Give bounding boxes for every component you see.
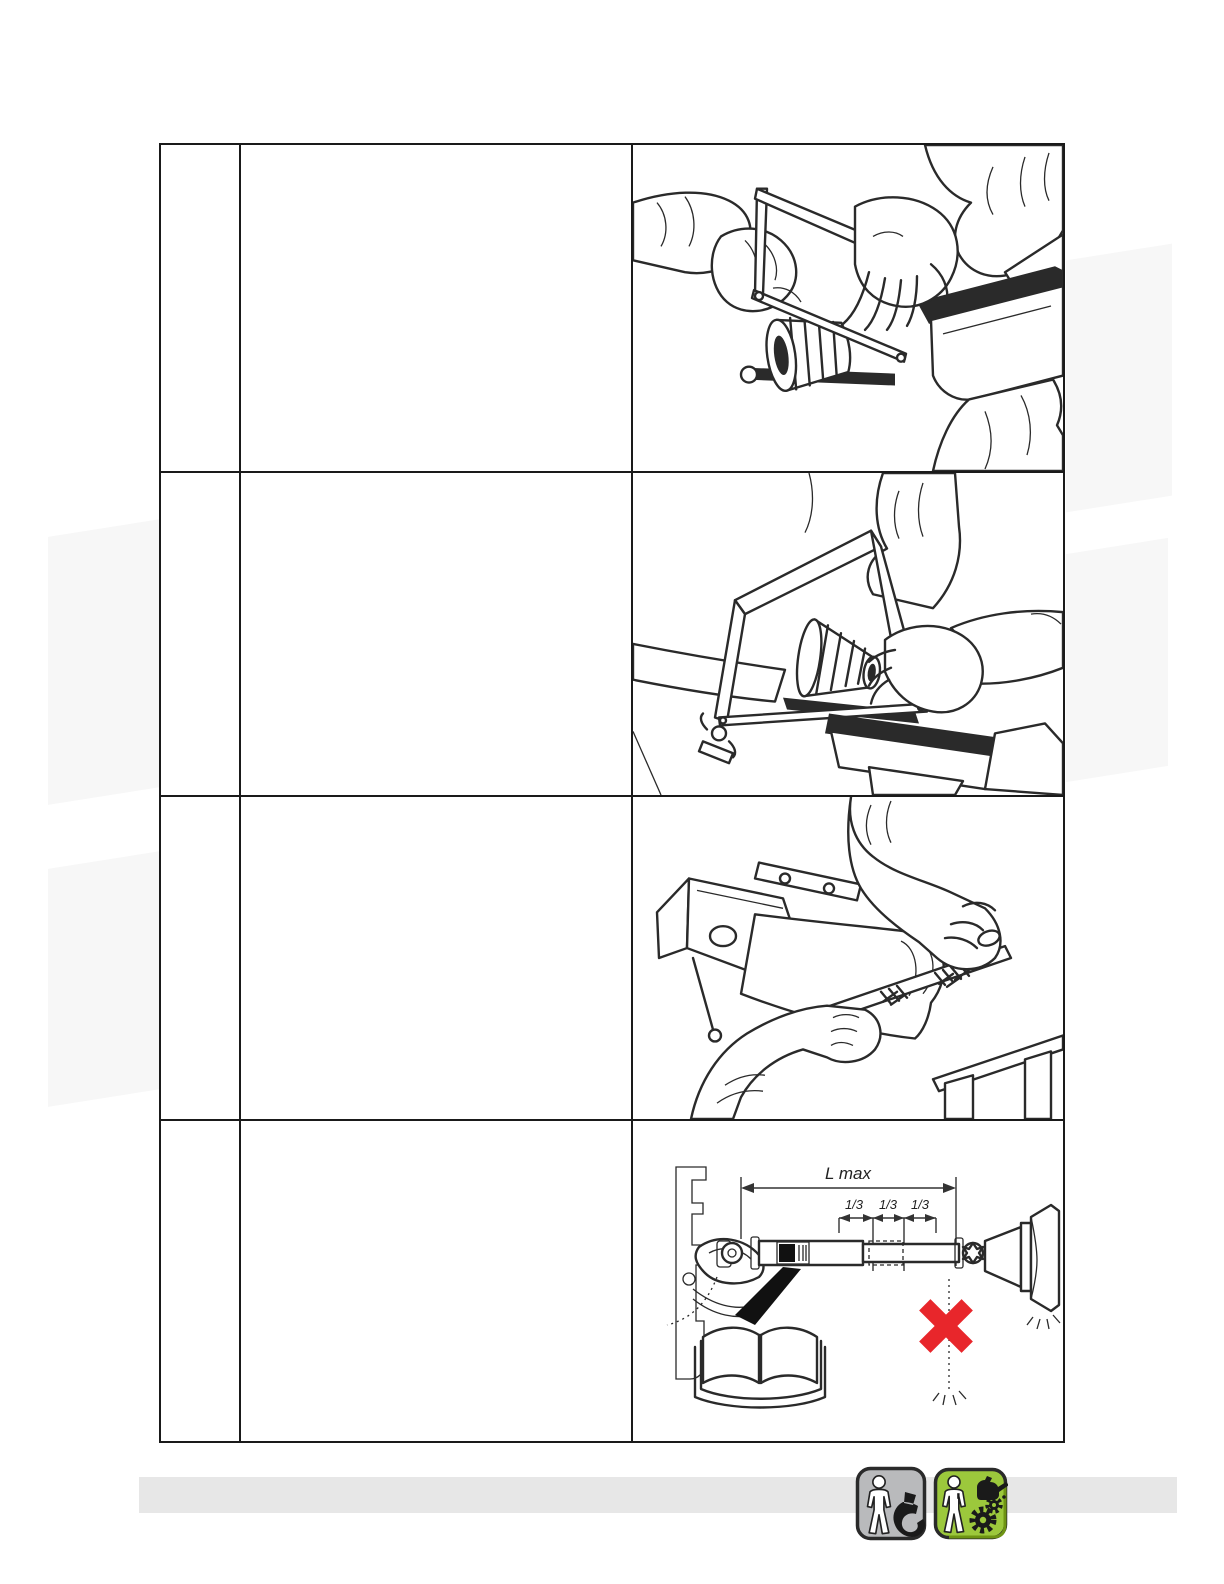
- illustration-saw-collar: [633, 145, 1063, 471]
- footer-band: [139, 1477, 1177, 1513]
- table-cell-image-2: [633, 473, 1063, 797]
- l-max-label: L max: [825, 1164, 871, 1183]
- third-label-3: 1/3: [910, 1197, 930, 1212]
- third-label-2: 1/3: [878, 1197, 898, 1212]
- table-cell-step-3: [161, 797, 241, 1121]
- watermark-band: [1066, 538, 1168, 782]
- table-cell-step-2: [161, 473, 241, 797]
- table-cell-image-1: [633, 145, 1063, 473]
- table-cell-image-4: [633, 1121, 1063, 1441]
- watermark-band: [1066, 244, 1172, 513]
- pto-shaft-length-diagram: [633, 1121, 1063, 1441]
- third-label-1: 1/3: [844, 1197, 864, 1212]
- illustration-file-deburr: [633, 797, 1063, 1119]
- table-cell-text-3: [241, 797, 633, 1121]
- table-cell-text-2: [241, 473, 633, 797]
- table-cell-text-1: [241, 145, 633, 473]
- illustration-saw-cone: [633, 473, 1063, 795]
- table-cell-text-4: [241, 1121, 633, 1441]
- table-cell-step-4: [161, 1121, 241, 1441]
- watermark-band: [48, 519, 160, 805]
- maintenance-person-icon: [933, 1467, 1008, 1540]
- lifting-hook-person-icon: [855, 1466, 927, 1541]
- red-x-mark: [904, 1284, 989, 1369]
- instruction-table: [159, 143, 1065, 1443]
- table-cell-step-1: [161, 145, 241, 473]
- watermark-band: [48, 851, 160, 1107]
- table-cell-image-3: [633, 797, 1063, 1121]
